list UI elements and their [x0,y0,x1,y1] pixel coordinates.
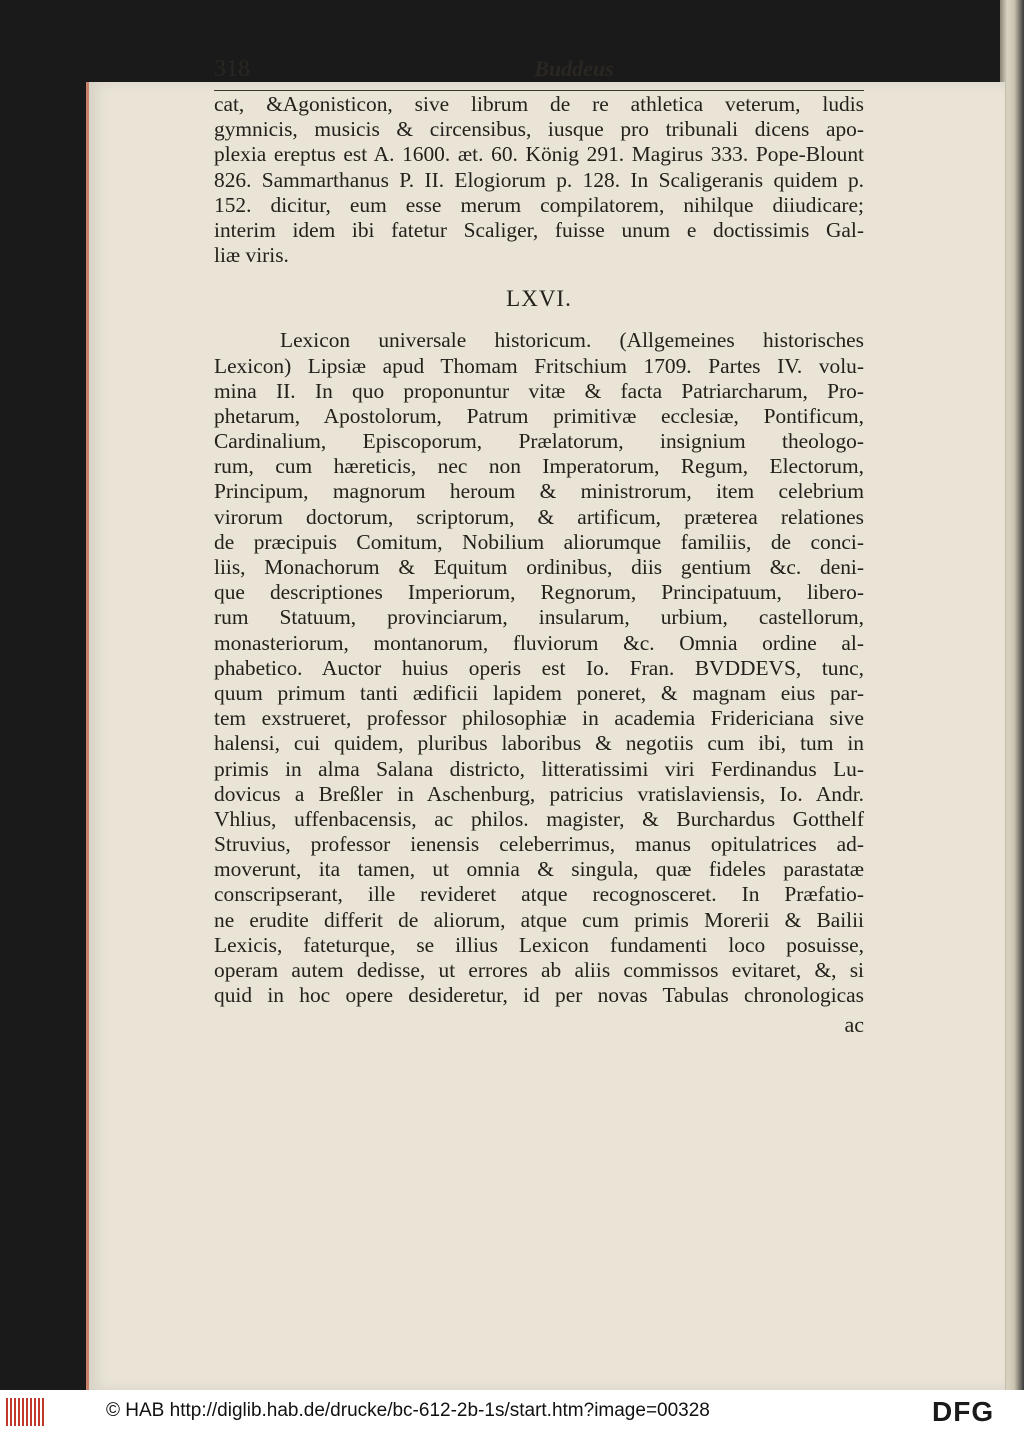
running-title: Buddeus [534,56,614,81]
text-line: primis in alma Salana districto, litteratissimi viri Ferdinandus Lu- [214,756,864,781]
body-text [214,92,864,1040]
running-head [214,50,864,91]
text-line: de præcipuis Comitum, Nobilium aliorumque familiis, de conci- [214,529,864,554]
text-line: mina II. In quo proponuntur vitæ & facta Patriarcharum, Pro- [214,378,864,403]
hab-logo-icon [6,1398,48,1426]
page-number: 318 [214,56,250,82]
text-line: tem exstrueret, professor philosophiæ in academia Fridericiana sive [214,706,864,731]
copyright-url[interactable]: © HAB http://diglib.hab.de/drucke/bc-612-2b-1s/start.htm?image=00328 [106,1400,710,1421]
text-line: dovicus a Breßler in Aschenburg, patricius vratislaviensis, Io. Andr. [214,781,864,806]
section-heading: LXVI. [506,286,572,312]
text-line: 152. dicitur, eum esse merum compilatorem, nihilque diiudicare; [214,192,864,217]
text-line: rum, cum hæreticis, nec non Imperatorum, Regum, Electorum, [214,454,864,479]
text-line: liæ viris. [214,243,289,268]
text-line: phabetico. Auctor huius operis est Io. Fran. BVDDEVS, tunc, [214,655,864,680]
text-line: plexia ereptus est A. 1600. æt. 60. König 291. Magirus 333. Pope-Blount [214,142,864,167]
text-line: Lexicon universale historicum. (Allgemeines historisches [280,328,864,353]
text-line: Cardinalium, Episcoporum, Prælatorum, insignium theologo- [214,429,864,454]
text-line: Lexicis, fateturque, se illius Lexicon fundamenti loco posuisse, [214,932,864,957]
text-line: Vhlius, uffenbacensis, ac philos. magister, & Burchardus Gotthelf [214,806,864,831]
text-line: rum Statuum, provinciarum, insularum, urbium, castellorum, [214,605,864,630]
text-line: conscripserant, ille revideret atque recognosceret. In Præfatio- [214,882,864,907]
catchword: ac [844,1012,864,1038]
text-line: monasteriorum, montanorum, fluviorum &c. Omnia ordine al- [214,630,864,655]
text-line: virorum doctorum, scriptorum, & artificum, præterea relationes [214,504,864,529]
text-line: ne erudite differit de aliorum, atque cum primis Morerii & Bailii [214,907,864,932]
text-line: moverunt, ita tamen, ut omnia & singula, quæ fideles parastatæ [214,857,864,882]
text-line: Lexicon) Lipsiæ apud Thomam Fritschium 1709. Partes IV. volu- [214,353,864,378]
text-line: phetarum, Apostolorum, Patrum primitivæ ecclesiæ, Pontificum, [214,403,864,428]
text-line: 826. Sammarthanus P. II. Elogiorum p. 128. In Scaligeranis quidem p. [214,167,864,192]
text-line: halensi, cui quidem, pluribus laboribus & negotiis cum ibi, tum in [214,731,864,756]
dfg-logo: DFG [932,1396,995,1427]
text-line: quid in hoc opere desideretur, id per novas Tabulas chronologicas [214,983,864,1008]
text-line: Principum, magnorum heroum & ministrorum, item celebrium [214,479,864,504]
text-line: liis, Monachorum & Equitum ordinibus, diis gentium &c. deni- [214,555,864,579]
viewer-footer [0,1390,1024,1435]
text-line: quum primum tanti ædificii lapidem poneret, & magnam eius par- [214,680,864,705]
text-line: que descriptiones Imperiorum, Regnorum, Principatuum, libero- [214,580,864,605]
text-line: operam autem dedisse, ut errores ab aliis commissos evitaret, &, si [214,958,864,982]
text-line: gymnicis, musicis & circensibus, iusque pro tribunali dicens apo- [214,117,864,142]
text-line: cat, &Agonisticon, sive librum de re athletica veterum, ludis [214,92,864,116]
text-line: Struvius, professor ienensis celeberrimus, manus opitulatrices ad- [214,832,864,857]
text-line: interim idem ibi fatetur Scaliger, fuisse unum e doctissimis Gal- [214,217,864,242]
